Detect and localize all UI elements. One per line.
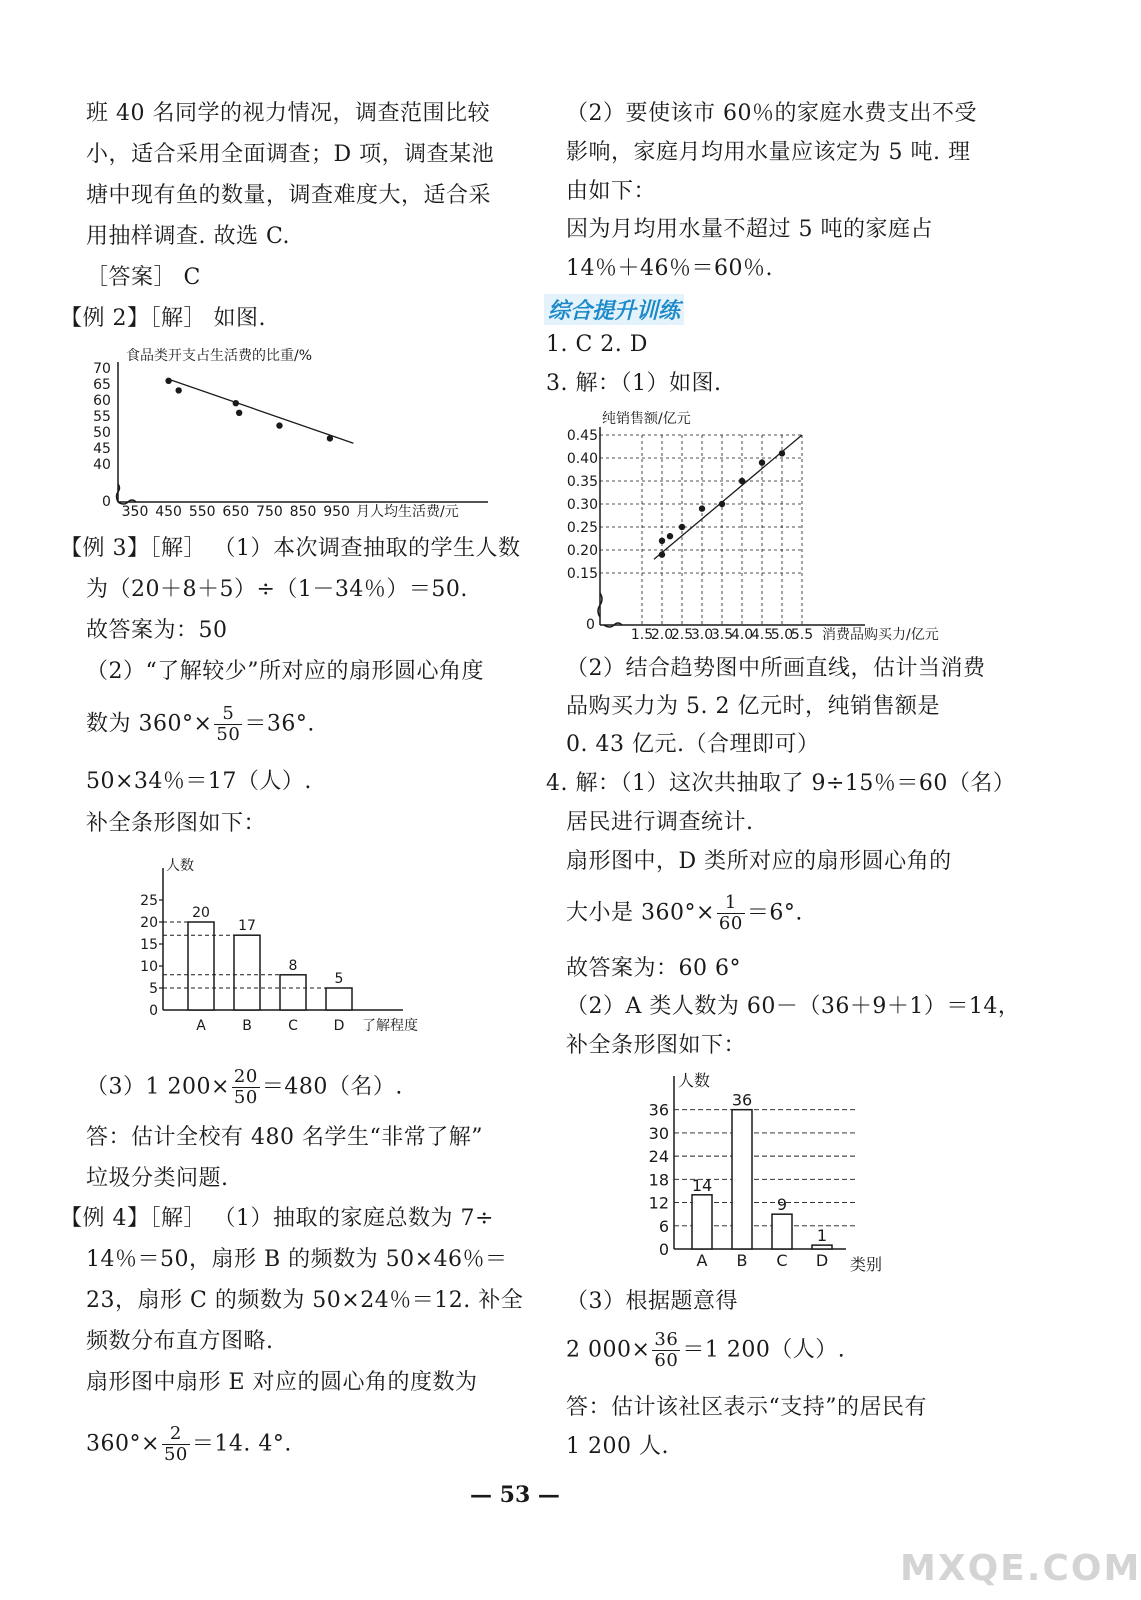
formula-line	[86, 1067, 403, 1108]
formula-text: （3）1 200×	[86, 1074, 230, 1100]
y-tick-label: 45	[93, 441, 111, 457]
numerator: 2	[162, 1424, 190, 1445]
y-tick-label: 0.45	[566, 428, 598, 444]
text-line: 为（20＋8＋5）÷（1－34％）＝50.	[86, 577, 468, 602]
y-tick-label: 55	[93, 409, 111, 425]
chart-category-bar	[636, 1066, 906, 1276]
fraction	[232, 1067, 260, 1108]
formula-text: ＝6°.	[746, 900, 803, 926]
y-tick-label: 0	[658, 1240, 669, 1259]
answer-line: ［答案］ C	[86, 265, 201, 290]
chart-food-ratio	[78, 340, 508, 530]
x-tick-label: 4.0	[730, 627, 754, 643]
x-tick-label: 3.0	[690, 627, 714, 643]
y-tick-label: 40	[93, 457, 111, 473]
x-axis-title: 月人均生活费/元	[356, 504, 459, 520]
bar	[732, 1110, 752, 1249]
category-label: D	[333, 1018, 345, 1034]
x-tick-label: 2.5	[670, 627, 694, 643]
text-line: 小，适合采用全面调查；D 项，调查某池	[86, 142, 495, 167]
text-line: 因为月均用水量不超过 5 吨的家庭占	[566, 217, 933, 242]
text-line: 0. 43 亿元.（合理即可）	[566, 732, 820, 757]
formula-line	[86, 1424, 292, 1465]
trend-line	[169, 379, 354, 443]
bar-value-label: 8	[288, 957, 298, 974]
x-axis-title: 类别	[850, 1255, 883, 1274]
bar	[280, 975, 306, 1010]
category-label: B	[242, 1018, 252, 1034]
formula-line	[566, 1330, 845, 1371]
text-line: 影响，家庭月均用水量应该定为 5 吨. 理	[566, 140, 971, 165]
y-axis-title: 人数	[166, 858, 194, 874]
bar-value-label: 9	[776, 1195, 788, 1215]
y-tick-label: 10	[140, 959, 158, 975]
category-label: C	[776, 1251, 788, 1270]
x-tick-label: 850	[289, 504, 317, 520]
text-line: （2）A 类人数为 60－（36＋9＋1）＝14，	[566, 994, 1021, 1019]
y-axis-title: 纯销售额/亿元	[602, 411, 691, 427]
y-axis-title: 食品类开支占生活费的比重/%	[126, 348, 313, 364]
text-line: 频数分布直方图略.	[86, 1329, 274, 1354]
y-tick-label: 6	[658, 1216, 669, 1236]
text-line: 答：估计该社区表示“支持”的居民有	[566, 1395, 927, 1420]
formula-text: ＝36°.	[244, 711, 315, 737]
data-point	[679, 524, 685, 530]
y-tick-label: 18	[648, 1170, 669, 1190]
category-label: A	[196, 1018, 206, 1034]
denominator: 50	[163, 1444, 188, 1465]
bar-value-label: 5	[334, 971, 344, 987]
text-line: 故答案为：50	[86, 618, 228, 643]
fraction	[162, 1424, 190, 1465]
numerator: 20	[233, 1066, 258, 1087]
bar-value-label: 36	[731, 1090, 753, 1110]
text-line: （2）要使该市 60％的家庭水费支出不受	[566, 101, 977, 126]
data-point	[236, 410, 242, 416]
bar	[812, 1245, 832, 1249]
category-label: A	[696, 1251, 708, 1270]
y-tick-label: 15	[140, 937, 158, 953]
formula-line	[86, 704, 315, 745]
x-tick-label: 950	[323, 504, 350, 520]
text-line: 14％＝50，扇形 B 的频数为 50×46％＝	[86, 1247, 508, 1272]
data-point	[719, 501, 725, 507]
data-point	[659, 551, 665, 557]
text-line: 4. 解：（1）这次共抽取了 9÷15％＝60（名）	[546, 771, 1016, 796]
text-line: （3）根据题意得	[566, 1289, 738, 1314]
text-line: 居民进行调查统计.	[566, 810, 754, 835]
numerator: 5	[214, 704, 242, 725]
x-tick-label: 650	[222, 504, 250, 520]
numerator: 36	[654, 1329, 679, 1350]
chart-understanding-bar	[128, 848, 458, 1038]
example-4-heading: 【例 4】［解］ （1）抽取的家庭总数为 7÷	[60, 1206, 494, 1231]
text-line: 品购买力为 5. 2 亿元时，纯销售额是	[566, 694, 940, 719]
category-label: B	[736, 1251, 748, 1270]
y-tick-label: 0.40	[566, 451, 598, 467]
data-point	[327, 435, 333, 441]
text-line: 班 40 名同学的视力情况，调查范围比较	[86, 101, 490, 126]
data-point	[175, 387, 181, 393]
x-tick-label: 750	[256, 504, 283, 520]
y-axis-title: 人数	[678, 1071, 711, 1090]
bar-value-label: 20	[192, 905, 210, 921]
category-label: D	[815, 1251, 829, 1270]
formula-text: 2 000×	[566, 1337, 651, 1363]
x-tick-label: 350	[121, 504, 149, 520]
fraction	[652, 1330, 680, 1371]
text-line: 1. C 2. D	[546, 332, 648, 357]
bar-value-label: 14	[691, 1175, 713, 1195]
data-point	[659, 538, 665, 544]
bar-value-label: 17	[238, 918, 256, 935]
data-point	[233, 400, 239, 406]
text-line: 由如下：	[566, 179, 657, 204]
example-2-heading: 【例 2】［解］ 如图.	[60, 306, 266, 331]
formula-text: ＝480（名）.	[261, 1074, 403, 1100]
denominator: 50	[233, 1087, 258, 1108]
denominator: 60	[654, 1350, 679, 1371]
data-point	[667, 533, 673, 539]
text-line: 3. 解：（1）如图.	[546, 371, 722, 396]
x-tick-label: 5.0	[770, 627, 794, 643]
data-point	[739, 478, 745, 484]
watermark: MXQE.COM	[900, 1548, 1141, 1589]
y-tick-label: 0.25	[566, 520, 598, 536]
text-line: 垃圾分类问题.	[86, 1166, 229, 1191]
y-tick-label: 30	[648, 1123, 669, 1143]
formula-text: ＝1 200（人）.	[682, 1337, 846, 1363]
x-tick-label: 550	[188, 504, 216, 520]
example-3-heading: 【例 3】［解］ （1）本次调查抽取的学生人数	[60, 536, 521, 561]
y-tick-label: 0.35	[566, 474, 598, 490]
x-tick-label: 5.5	[790, 627, 814, 643]
y-tick-label: 12	[648, 1193, 669, 1213]
x-tick-label: 450	[155, 504, 182, 520]
text-line: 塘中现有鱼的数量，调查难度大，适合采	[86, 183, 492, 208]
y-tick-label: 25	[140, 893, 158, 909]
text-line: 故答案为：60 6°	[566, 956, 741, 981]
text-line: 答：估计全校有 480 名学生“非常了解”	[86, 1125, 483, 1150]
x-tick-label: 4.5	[750, 627, 774, 643]
y-tick-label: 0.15	[566, 566, 598, 582]
x-tick-label: 3.5	[710, 627, 734, 643]
data-point	[276, 422, 282, 428]
text-line: 补全条形图如下：	[86, 811, 267, 836]
bar	[692, 1195, 712, 1249]
formula-line	[566, 893, 803, 934]
y-tick-label: 0.30	[566, 497, 598, 513]
formula-text: 360°×	[86, 1431, 160, 1457]
y-tick-label: 70	[93, 361, 111, 377]
formula-text: 大小是 360°×	[566, 900, 715, 926]
text-line: 用抽样调查. 故选 C.	[86, 224, 291, 249]
chart-sales-scatter	[560, 405, 990, 650]
data-point	[759, 459, 765, 465]
y-tick-label: 36	[648, 1100, 669, 1120]
y-tick-label: 65	[93, 377, 111, 393]
denominator: 50	[216, 724, 241, 745]
denominator: 60	[718, 913, 743, 934]
y-tick-label: 5	[149, 981, 158, 997]
bar	[772, 1214, 792, 1249]
bar-value-label: 1	[816, 1226, 828, 1246]
origin-label: 0	[586, 617, 595, 633]
data-point	[165, 378, 171, 384]
formula-text: ＝14. 4°.	[191, 1431, 292, 1457]
fraction	[717, 893, 745, 934]
category-label: C	[288, 1018, 298, 1034]
text-line: 1 200 人.	[566, 1434, 669, 1459]
y-tick-label: 50	[93, 425, 111, 441]
text-line: 扇形图中，D 类所对应的扇形圆心角的	[566, 849, 952, 874]
formula-text: 数为 360°×	[86, 711, 213, 737]
x-tick-label: 2.0	[650, 627, 674, 643]
data-point	[699, 505, 705, 511]
fraction	[214, 704, 242, 745]
text-line: 补全条形图如下：	[566, 1033, 747, 1058]
data-point	[779, 450, 785, 456]
y-tick-label: 0	[149, 1003, 158, 1019]
x-axis-title: 消费品购买力/亿元	[822, 627, 939, 643]
numerator: 1	[717, 893, 745, 914]
text-line: （2）结合趋势图中所画直线，估计当消费	[566, 656, 986, 681]
section-title: 综合提升训练	[544, 294, 684, 325]
y-tick-label: 24	[648, 1147, 669, 1167]
text-line: 50×34％＝17（人）.	[86, 769, 312, 794]
text-line: 14％＋46％＝60％.	[566, 256, 773, 281]
text-line: （2）“了解较少”所对应的扇形圆心角度	[86, 659, 484, 684]
bar	[234, 935, 260, 1010]
text-line: 扇形图中扇形 E 对应的圆心角的度数为	[86, 1370, 478, 1395]
text-line: 23，扇形 C 的频数为 50×24％＝12. 补全	[86, 1288, 524, 1313]
y-tick-label: 60	[93, 393, 111, 409]
y-tick-label: 20	[140, 915, 158, 931]
origin-label: 0	[102, 494, 111, 510]
y-tick-label: 0.20	[566, 543, 598, 559]
bar	[326, 988, 352, 1010]
x-axis-title: 了解程度	[362, 1018, 418, 1034]
page-number: — 53 —	[470, 1482, 560, 1508]
x-tick-label: 1.5	[630, 627, 654, 643]
